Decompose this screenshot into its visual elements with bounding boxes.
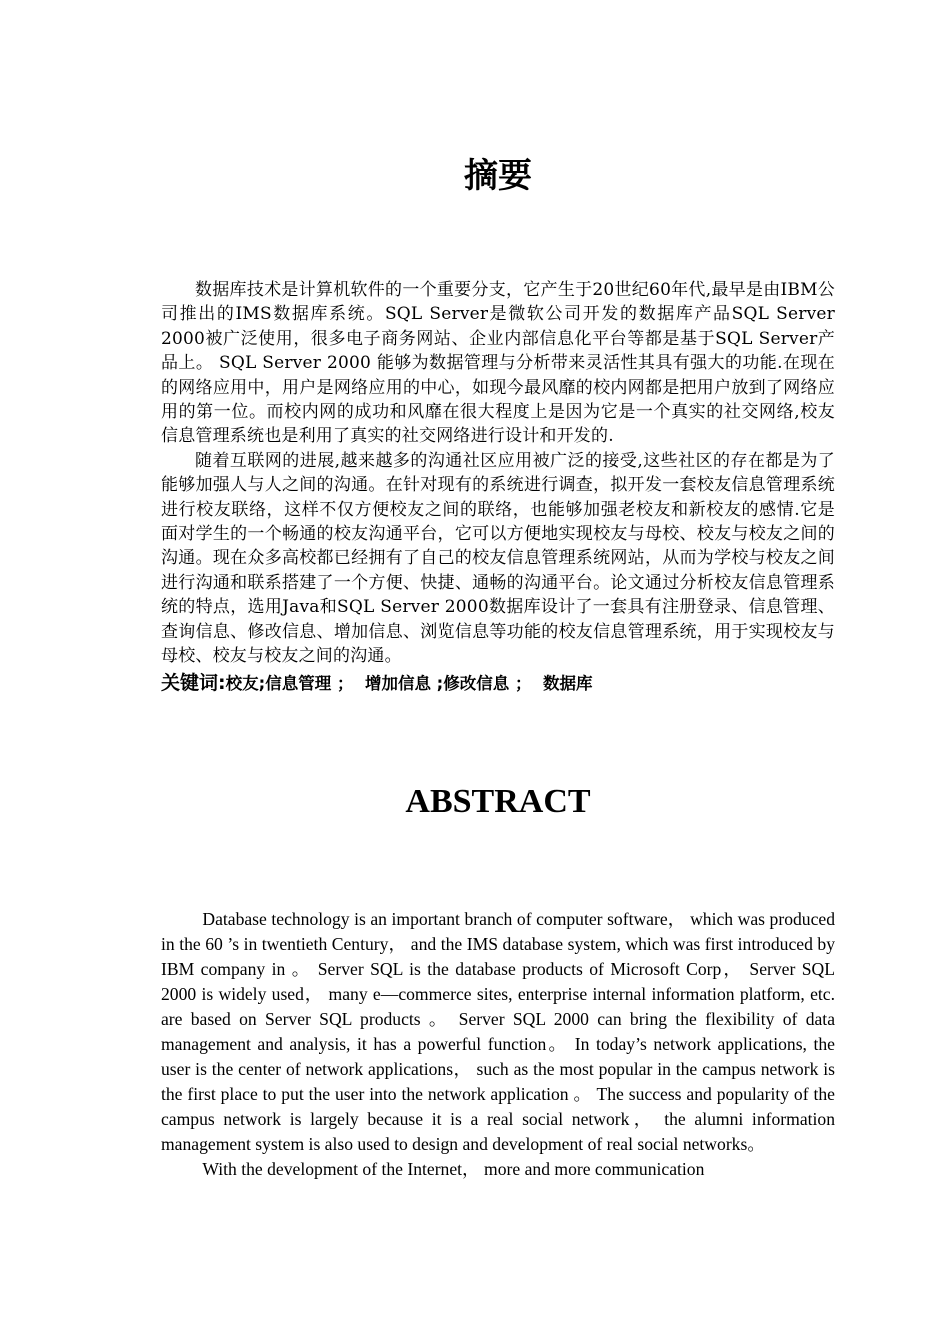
chinese-abstract-body [161, 278, 835, 698]
keywords-list: 校友;信息管理 ； 增加信息 ;修改信息 ； 数据库 [225, 673, 593, 693]
english-abstract-paragraph-2: With the development of the Internet， more and more communication [202, 1159, 705, 1179]
chinese-abstract-title: 摘要 [464, 156, 532, 196]
chinese-abstract-paragraph-1: 数据库技术是计算机软件的一个重要分支，它产生于20世纪60年代,最早是由IBM公司推出的IMS数据库系统。SQL Server是微软公司开发的数据库产品SQL Server 2000被广泛使用，很多电子商务网站、企业内部信息化平台等都是基于SQL Server产品上。 SQL Server 2000 能够为数据管理与分析带来灵活性其具有强大的功能.在现在的网络应用中，用户是网络应用的中心，如现今最风靡的校内网都是把用户放到了网络应用的第一位。而校内网的成功和风靡在很大程度上是因为它是一个真实的社交网络,校友信息管理系统也是利用了真实的社交网络进行设计和开发的. [161, 280, 835, 447]
english-abstract-title: ABSTRACT [405, 783, 591, 820]
keywords-label: 关键词: [161, 671, 226, 694]
chinese-keywords [161, 669, 835, 698]
english-abstract-body [161, 907, 835, 1182]
english-abstract-paragraph-1: Database technology is an important branch of computer software， which was produced in the 60 ’s in twentieth Century， and the IMS database system, which was first introduced by IBM company in 。 Server SQL is the database products of Microsoft Corp， Server SQL 2000 is widely used， many e—commerce sites, enterprise internal information platform, etc. are based on Server SQL products 。 Server SQL 2000 can bring the flexibility of data management and analysis, it has a powerful function。 In today’s network applications, the user is the center of network applications， such as the most popular in the campus network is the first place to put the user into the network application 。 The success and popularity of the campus network is largely because it is a real social network， the alumni information management system is also used to design and development of real social networks。 [161, 909, 835, 1154]
chinese-abstract-paragraph-2: 随着互联网的进展,越来越多的沟通社区应用被广泛的接受,这些社区的存在都是为了能够加强人与人之间的沟通。在针对现有的系统进行调查，拟开发一套校友信息管理系统进行校友联络，这样不仅方便校友之间的联络，也能够加强老校友和新校友的感情.它是面对学生的一个畅通的校友沟通平台，它可以方便地实现校友与母校、校友与校友之间的沟通。现在众多高校都已经拥有了自己的校友信息管理系统网站，从而为学校与校友之间进行沟通和联系搭建了一个方便、快捷、通畅的沟通平台。论文通过分析校友信息管理系统的特点，选用Java和SQL Server 2000数据库设计了一套具有注册登录、信息管理、查询信息、修改信息、增加信息、浏览信息等功能的校友信息管理系统，用于实现校友与母校、校友与校友之间的沟通。 [161, 450, 835, 667]
